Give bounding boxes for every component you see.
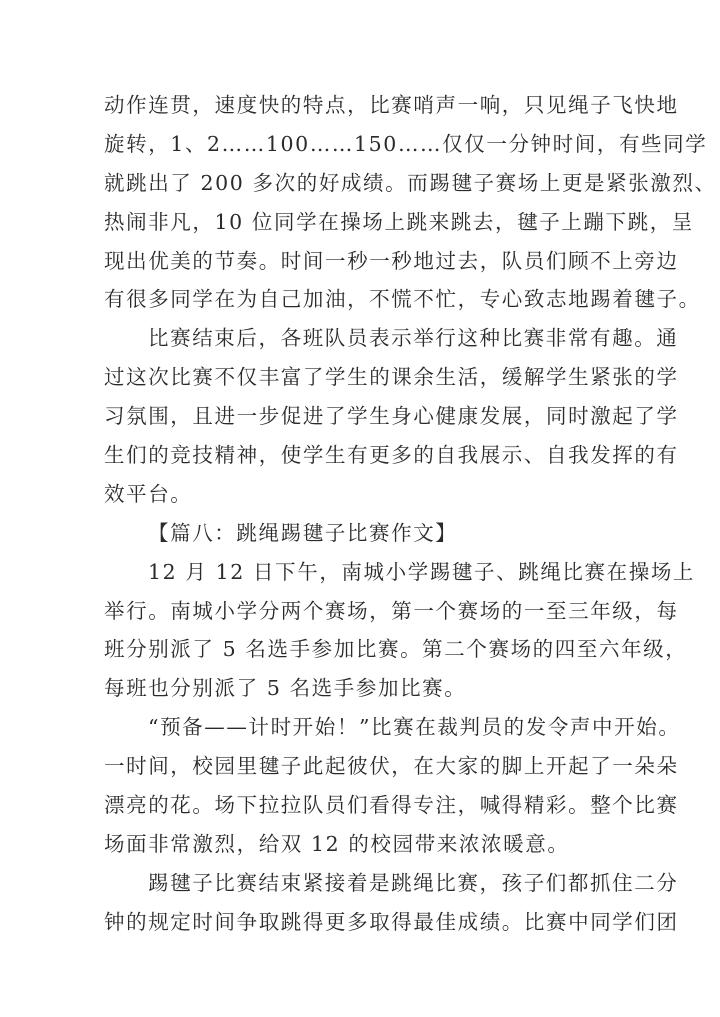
text-line: 漂亮的花。场下拉拉队员们看得专注，喊得精彩。整个比赛 — [104, 793, 679, 818]
text-line: 现出优美的节奏。时间一秒一秒地过去，队员们顾不上旁边 — [104, 248, 679, 273]
text-line: 就跳出了 200 多次的好成绩。而踢毽子赛场上更是紧张激烈、 — [104, 170, 717, 195]
paragraph-start-line: 比赛结束后，各班队员表示举行这种比赛非常有趣。通 — [148, 326, 679, 351]
text-line: 一时间，校园里毽子此起彼伏，在大家的脚上开起了一朵朵 — [104, 754, 679, 779]
paragraph-start-line: 踢毽子比赛结束紧接着是跳绳比赛，孩子们都抓住二分 — [148, 870, 679, 895]
text-line: 过这次比赛不仅丰富了学生的课余生活，缓解学生紧张的学 — [104, 365, 679, 390]
text-line: 生们的竞技精神，使学生有更多的自我展示、自我发挥的有 — [104, 443, 679, 468]
text-line: 有很多同学在为自己加油，不慌不忙，专心致志地踢着毽子。 — [104, 287, 701, 312]
text-line: 习氛围，且进一步促进了学生身心健康发展，同时激起了学 — [104, 404, 679, 429]
text-line: 每班也分别派了 5 名选手参加比赛。 — [104, 676, 467, 701]
text-line: 旋转，1、2……100……150……仅仅一分钟时间，有些同学 — [104, 131, 708, 156]
paragraph-start-line: “预备——计时开始！”比赛在裁判员的发令声中开始。 — [148, 715, 681, 740]
text-line: 班分别派了 5 名选手参加比赛。第二个赛场的四至六年级， — [104, 637, 688, 662]
text-line: 热闹非凡，10 位同学在操场上跳来跳去，毽子上蹦下跳，呈 — [104, 209, 694, 234]
document-page — [104, 86, 717, 942]
text-line: 钟的规定时间争取跳得更多取得最佳成绩。比赛中同学们团 — [104, 909, 679, 934]
text-line: 举行。南城小学分两个赛场，第一个赛场的一至三年级，每 — [104, 598, 679, 623]
section-heading: 【篇八：跳绳踢毽子比赛作文】 — [148, 520, 458, 545]
text-line: 场面非常激烈，给双 12 的校园带来浓浓暖意。 — [104, 831, 570, 856]
text-line: 动作连贯，速度快的特点，比赛哨声一响，只见绳子飞快地 — [104, 93, 679, 117]
text-line: 效平台。 — [104, 481, 193, 506]
paragraph-start-line: 12 月 12 日下午，南城小学踢毽子、跳绳比赛在操场上 — [148, 559, 696, 584]
